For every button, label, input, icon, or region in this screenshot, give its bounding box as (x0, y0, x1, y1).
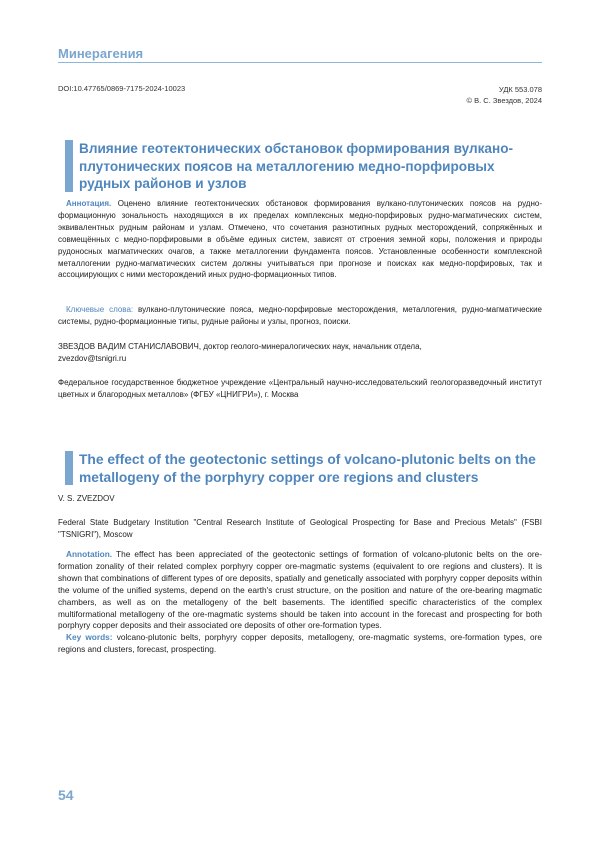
ru-abstract (58, 198, 542, 281)
title-accent-bar (65, 451, 73, 485)
section-divider (58, 62, 542, 63)
page-number: 54 (58, 787, 74, 803)
udk-code: УДК 553.078 (498, 85, 542, 94)
en-keywords-text: volcano-plutonic belts, porphyry copper deposits, metallogeny, ore-magmatic systems, ore-formation types, ore regions and clusters, forecast, prospecting. (58, 632, 543, 655)
ru-affiliation: Федеральное государственное бюджетное учреждение «Центральный научно-исследовательский геологоразведочный институт цветных и благородных металлов» (ФГБУ «ЦНИГРИ»), г. Москва (58, 378, 542, 399)
ru-article-title-block (65, 140, 542, 192)
ru-keywords-text: вулкано-плутонические пояса, медно-порфировые месторождения, металлогения, рудно-магматические системы, рудно-формационные типы, рудные районы и узлы, прогноз, поиски. (58, 305, 542, 326)
ru-abstract-text: Оценено влияние геотектонических обстановок формирования вулкано-плутонических поясов на рудно-формационную зональность находящихся в их пределах комплексных медно-порфировых рудно-магматических систем, эквивалентных рудным районам и узлам. Отмечено, что сочетания разнотипных рудных месторождений, сопряжённых и совмещённых с медно-порфировыми в объёме единых систем, зависят от строения земной коры, положения и природы рудоносных магматических очагов, а также металлогении фундамента поясов. Установленные особенности комплексной металлогении рудно-магматических систем должны учитываться при прогнозе и поисках как медно-порфировых, так и ассоциирующих с ними месторождений иных рудно-формационных типов. (58, 199, 542, 280)
en-author: V. S. ZVEZDOV (58, 494, 115, 503)
ru-abstract-label: Аннотация. (66, 199, 112, 208)
en-affiliation: Federal State Budgetary Institution "Central Research Institute of Geological Prospecting for Base and Precious Metals" (FSBI "TSNIGRI"), Moscow (58, 518, 542, 539)
en-abstract-text: The effect has been appreciated of the geotectonic settings of formation of volcano-plutonic belts on the ore-formation zonality of their related complex porphyry copper ore-magmatic systems (equivalent to ore regions and clusters). It is shown that combinations of different types of ore deposits, spatially and genetically associated with porphyry copper deposits within the volume of the unified systems, depend on the earth's crust structure, on the position and nature of the ore-bearing magmatic chambers, as well as on the metallogeny of the belt basements. The identified specific characteristics of the complex multiformational metallogeny of the ore-magmatic systems should be taken into account in the forecast and prospecting for both porphyry copper deposits and their associated ore deposits of other ore-formation types. (58, 549, 542, 631)
title-accent-bar (65, 140, 73, 192)
ru-article-title: Влияние геотектонических обстановок формирования вулкано-плутонических поясов на металлогению медно-порфировых рудных районов и узлов (79, 141, 514, 191)
udk-copyright (467, 84, 542, 106)
en-abstract-block (58, 549, 542, 656)
en-keywords (58, 632, 542, 656)
doi[interactable]: DOI:10.47765/0869-7175-2024-10023 (58, 84, 186, 93)
journal-section-title: Минерагения (58, 46, 144, 61)
ru-author-info (58, 341, 542, 365)
ru-keywords (58, 304, 542, 328)
en-article-title: The effect of the geotectonic settings of volcano-plutonic belts on the metallogeny of the porphyry copper ore regions and clusters (79, 452, 536, 485)
en-abstract (58, 549, 542, 632)
en-keywords-label: Key words: (66, 632, 113, 643)
author-email[interactable]: zvezdov@tsnigri.ru (58, 353, 127, 363)
en-abstract-label: Annotation. (66, 549, 113, 559)
ru-keywords-label: Ключевые слова: (66, 305, 134, 314)
en-article-title-block (65, 451, 542, 485)
copyright: © В. С. Звездов, 2024 (466, 96, 542, 105)
ru-author-line: ЗВЕЗДОВ ВАДИМ СТАНИСЛАВОВИЧ, доктор геолого-минералогических наук, начальник отдела, (58, 342, 422, 351)
